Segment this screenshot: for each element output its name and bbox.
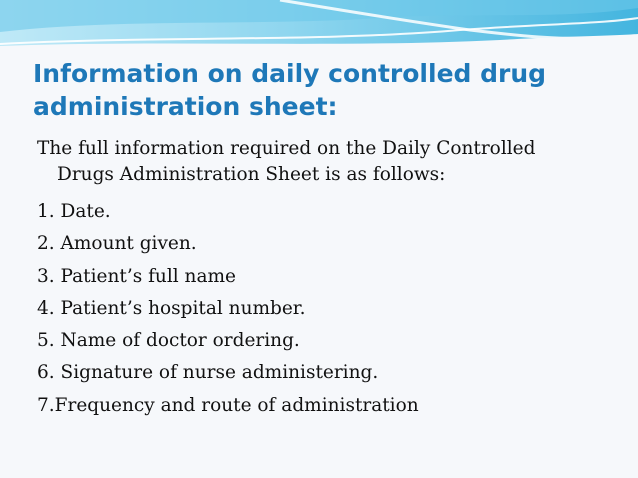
slide-title bbox=[33, 57, 623, 123]
intro-paragraph bbox=[37, 136, 627, 188]
list-item-frequency-route: 7.Frequency and route of administration bbox=[37, 394, 419, 416]
header-wave-band bbox=[0, 0, 638, 50]
slide-title-line-2: administration sheet: bbox=[33, 92, 338, 121]
list-item-nurse-signature: 6. Signature of nurse administering. bbox=[37, 362, 379, 384]
intro-line-2: Drugs Administration Sheet is as follows: bbox=[57, 164, 446, 185]
list-item-amount-given: 2. Amount given. bbox=[37, 233, 197, 255]
list-item-date: 1. Date. bbox=[37, 201, 111, 222]
list-item-hospital-number: 4. Patient’s hospital number. bbox=[37, 297, 306, 319]
list-item-doctor-name: 5. Name of doctor ordering. bbox=[37, 330, 300, 352]
required-info-list bbox=[37, 196, 419, 422]
slide-title-line-1: Information on daily controlled drug bbox=[33, 59, 547, 88]
intro-line-1: The full information required on the Daily Controlled bbox=[37, 138, 536, 159]
list-item-patient-name: 3. Patient’s full name bbox=[37, 265, 236, 287]
